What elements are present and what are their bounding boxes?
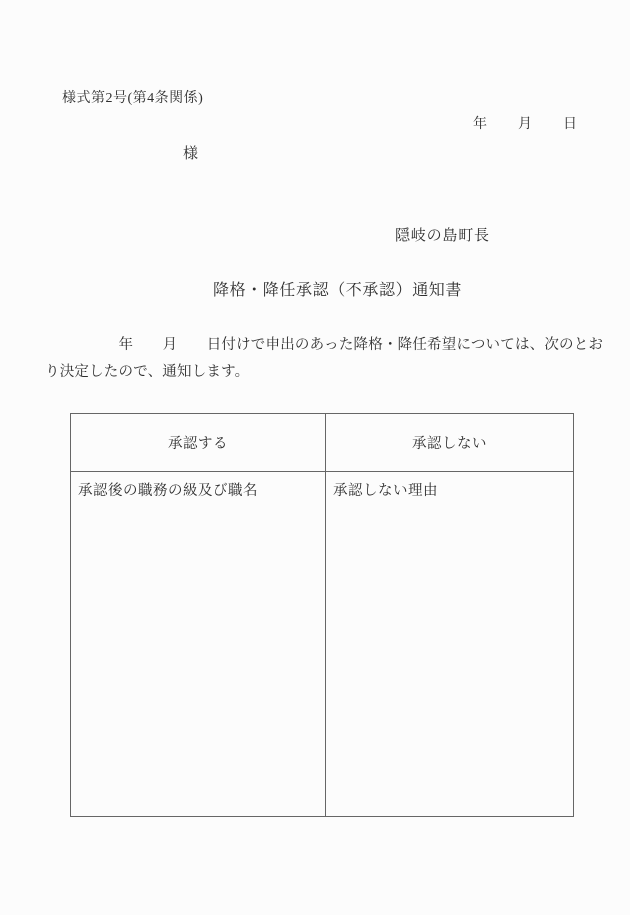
form-number: 様式第2号(第4条関係) xyxy=(62,91,204,106)
body-line-2: り決定したので、通知します。 xyxy=(45,364,250,380)
day-label: 日 xyxy=(563,117,577,132)
table-header-disapprove: 承認しない xyxy=(326,414,573,472)
table-cell-disapproval-reason: 承認しない理由 xyxy=(333,483,438,499)
month-label: 月 xyxy=(518,117,532,132)
document-title: 降格・降任承認（不承認）通知書 xyxy=(213,282,463,299)
recipient-honorific: 様 xyxy=(183,146,199,162)
table-cell-approved-grade-title: 承認後の職務の級及び職名 xyxy=(71,472,326,816)
table-header-approve: 承認する xyxy=(71,414,326,472)
issuer-name: 隠岐の島町長 xyxy=(395,228,490,244)
year-label: 年 xyxy=(473,117,487,132)
body-line-1: 年 月 日付けで申出のあった降格・降任希望については、次のとお xyxy=(45,337,604,353)
body-paragraph xyxy=(45,332,603,386)
approval-table xyxy=(70,413,574,817)
date-blank-line xyxy=(473,113,577,133)
